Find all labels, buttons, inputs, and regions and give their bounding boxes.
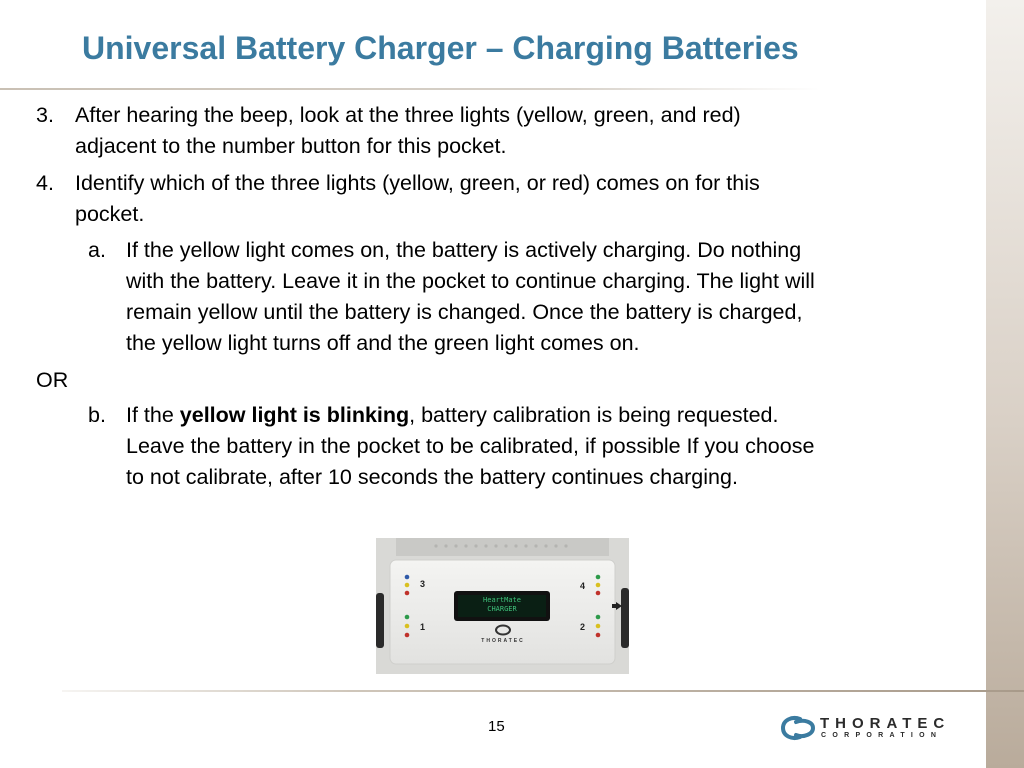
- sub-item-text: If the: [126, 403, 180, 427]
- or-separator: OR: [36, 368, 69, 392]
- sub-item-line: with the battery. Leave it in the pocket to continue charging. The light will: [126, 269, 815, 293]
- logo-wordmark: THORATEC: [820, 715, 951, 732]
- pocket-number-2: 2: [580, 622, 586, 632]
- display-text-line: HeartMate: [483, 596, 521, 604]
- sub-item-letter: a.: [88, 238, 106, 262]
- step-line: pocket.: [75, 202, 145, 226]
- sub-item-line: Leave the battery in the pocket to be calibrated, if possible If you choose: [126, 434, 815, 458]
- pocket-number-3: 3: [420, 579, 426, 589]
- sub-item-line: remain yellow until the battery is changed. Once the battery is charged,: [126, 300, 803, 324]
- device-brand-label: THORATEC: [481, 638, 525, 644]
- step-line: Identify which of the three lights (yellow, green, or red) comes on for this: [75, 171, 760, 195]
- sub-item-line: If the yellow light comes on, the battery is actively charging. Do nothing: [126, 238, 802, 262]
- step-number: 4.: [36, 171, 54, 195]
- charger-photo: [376, 538, 629, 674]
- pocket-number-1: 1: [420, 622, 426, 632]
- step-number: 3.: [36, 103, 54, 127]
- sub-item-line: [126, 400, 778, 431]
- emphasis-text: yellow light is blinking: [179, 403, 410, 427]
- display-text-line: CHARGER: [487, 605, 517, 613]
- sub-item-letter: b.: [88, 403, 106, 427]
- sub-item-text: , battery calibration is being requested.: [409, 403, 779, 427]
- logo-subtitle: CORPORATION: [821, 732, 943, 739]
- step-line: After hearing the beep, look at the three lights (yellow, green, and red): [75, 103, 741, 127]
- company-logo: [780, 714, 960, 742]
- step-line: adjacent to the number button for this pocket.: [75, 134, 507, 158]
- footer-divider: [62, 690, 1024, 692]
- thoratec-logo-icon: [780, 714, 816, 742]
- page-number: 15: [488, 718, 505, 735]
- decorative-side-bar: [986, 0, 1024, 768]
- slide-title: Universal Battery Charger – Charging Batteries: [82, 30, 799, 66]
- sub-item-line: to not calibrate, after 10 seconds the battery continues charging.: [126, 465, 738, 489]
- pocket-number-4: 4: [580, 581, 586, 591]
- sub-item-line: the yellow light turns off and the green light comes on.: [126, 331, 640, 355]
